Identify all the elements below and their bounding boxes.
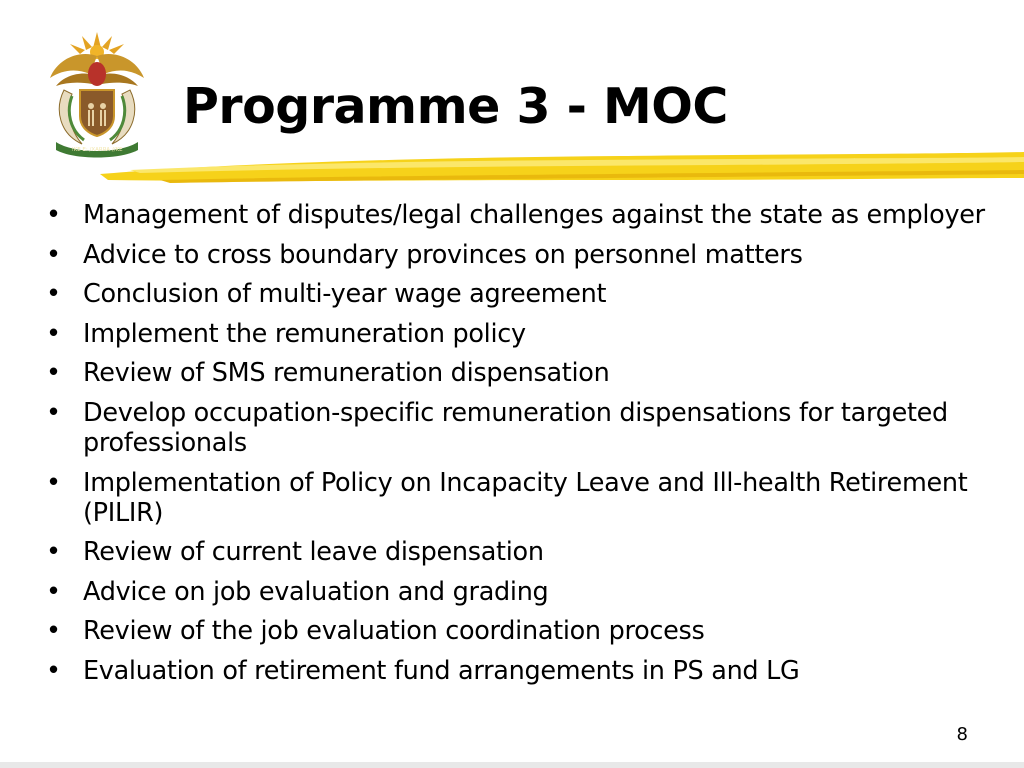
yellow-highlight-swash xyxy=(100,140,1024,190)
bullet-text: Implement the remuneration policy xyxy=(83,318,526,349)
bullet-text: Review of the job evaluation coordination process xyxy=(83,616,705,647)
bullet-item-4 xyxy=(44,319,1004,349)
bullet-marker: • xyxy=(46,576,61,607)
bullet-list xyxy=(44,200,1004,696)
bullet-item-9 xyxy=(44,577,1004,607)
bullet-marker: • xyxy=(46,239,61,270)
bullet-text: Advice to cross boundary provinces on personnel matters xyxy=(83,239,803,270)
bullet-marker: • xyxy=(46,467,61,498)
bullet-marker: • xyxy=(46,397,61,428)
bullet-text: Implementation of Policy on Incapacity Leave and Ill-health Retirement (PILIR) xyxy=(83,467,968,528)
bullet-text: Advice on job evaluation and grading xyxy=(83,576,549,607)
bullet-marker: • xyxy=(46,279,61,310)
bullet-item-5 xyxy=(44,358,1004,388)
coat-of-arms-logo xyxy=(44,30,150,158)
bullet-marker: • xyxy=(46,318,61,349)
bullet-text: Review of current leave dispensation xyxy=(83,537,544,568)
bullet-item-7 xyxy=(44,468,1004,528)
page-number: 8 xyxy=(956,724,968,745)
bullet-item-10 xyxy=(44,616,1004,646)
bullet-item-11 xyxy=(44,656,1004,686)
bullet-item-1 xyxy=(44,200,1004,230)
bullet-item-6 xyxy=(44,398,1004,458)
bullet-marker: • xyxy=(46,616,61,647)
bullet-text: Develop occupation-specific remuneration dispensations for targeted professionals xyxy=(83,397,948,458)
bullet-text: Conclusion of multi-year wage agreement xyxy=(83,279,607,310)
slide-title: Programme 3 - MOC xyxy=(183,78,728,135)
bullet-item-8 xyxy=(44,537,1004,567)
bullet-marker: • xyxy=(46,537,61,568)
bullet-marker: • xyxy=(46,200,61,230)
bullet-text: Evaluation of retirement fund arrangements in PS and LG xyxy=(83,655,800,686)
logo-motto: !KE E: /XARRA //KE xyxy=(71,147,123,153)
bullet-text: Review of SMS remuneration dispensation xyxy=(83,358,610,389)
bullet-marker: • xyxy=(46,358,61,389)
bullet-item-3 xyxy=(44,279,1004,309)
bullet-item-2 xyxy=(44,240,1004,270)
bottom-border xyxy=(0,762,1024,768)
bullet-text: Management of disputes/legal challenges against the state as employer xyxy=(83,200,985,230)
bullet-marker: • xyxy=(46,655,61,686)
